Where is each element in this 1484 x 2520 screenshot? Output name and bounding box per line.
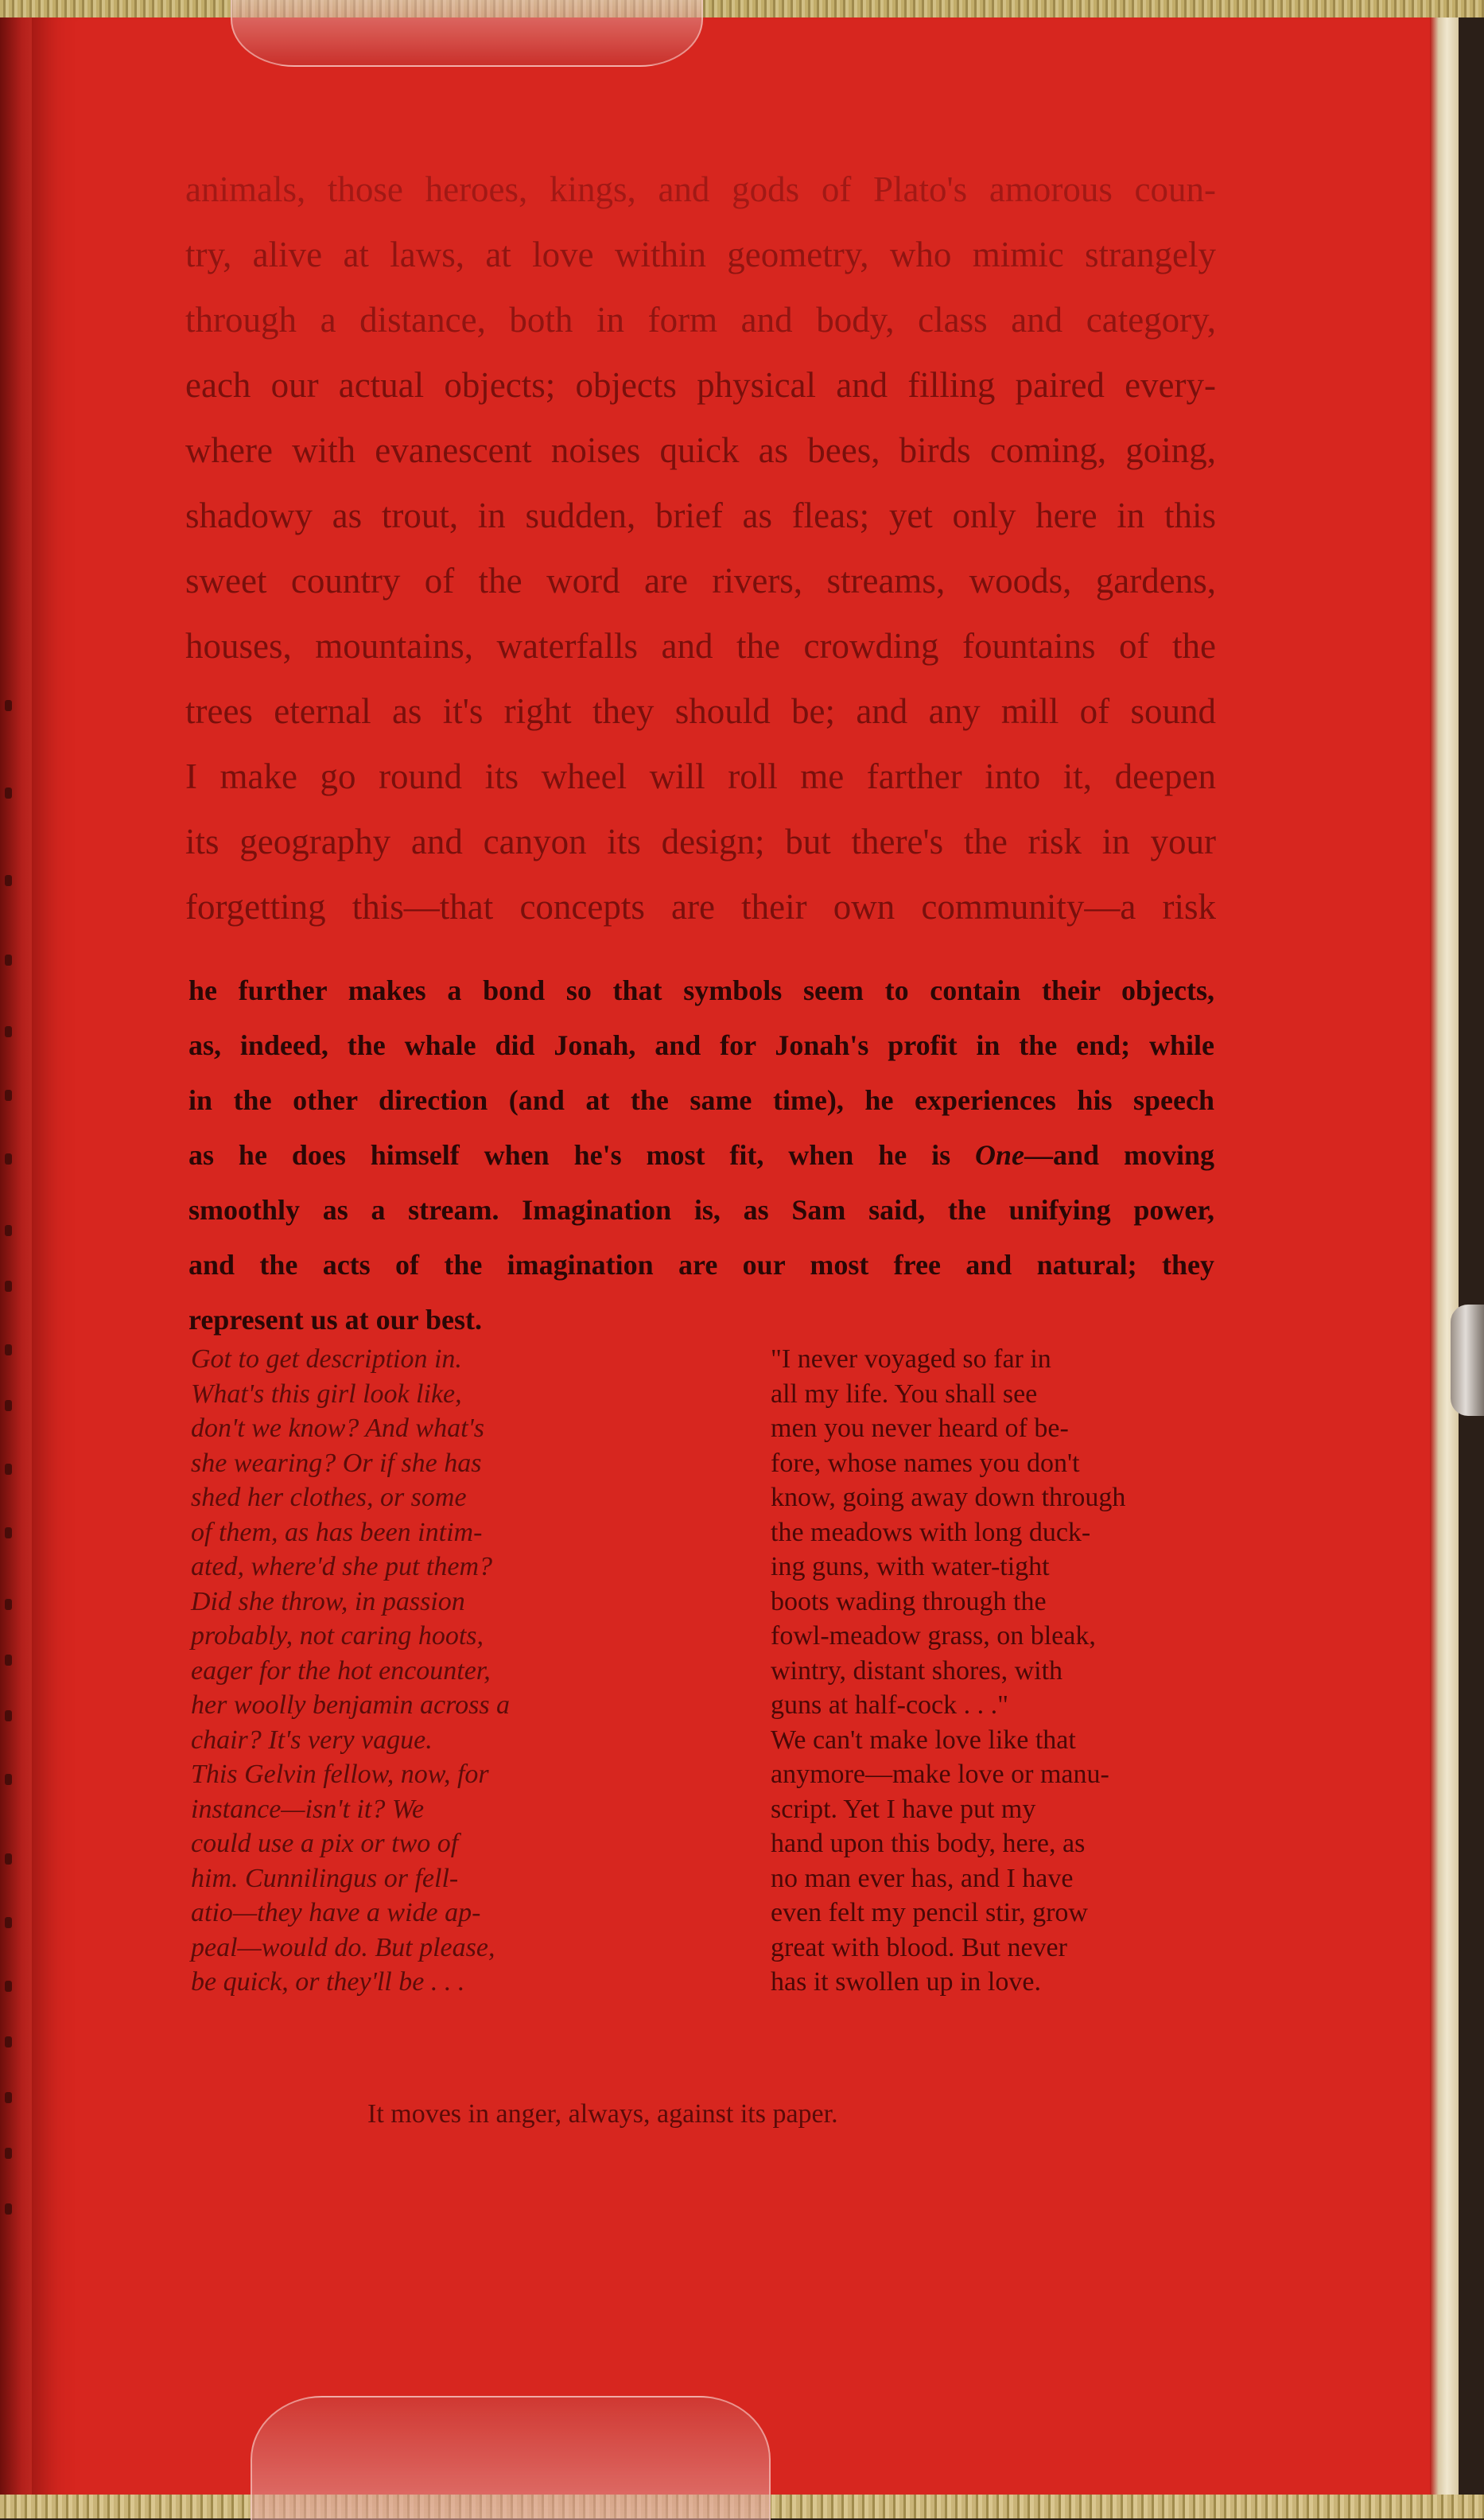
gutter-mark [5, 955, 12, 966]
column-line: shed her clothes, or some [191, 1483, 467, 1512]
gutter-mark [5, 700, 12, 711]
text-line: smoothly as a stream. Imagination is, as Sam said, the unifying power, [188, 1194, 1214, 1226]
column-line: eager for the hot encounter, [191, 1655, 491, 1686]
text-line: animals, those heroes, kings, and gods of Plato's amorous coun- [185, 169, 1216, 209]
gutter-mark [5, 2148, 12, 2159]
column-line: probably, not caring hoots, [191, 1621, 484, 1651]
text-line: through a distance, both in form and body, class and category, [185, 300, 1216, 340]
column-line: she wearing? Or if she has [191, 1448, 482, 1478]
column-line: him. Cunnilingus or fell- [191, 1863, 459, 1893]
gutter-mark [5, 1225, 12, 1236]
column-line: has it swollen up in love. [771, 1967, 1041, 1997]
gutter-mark [5, 1853, 12, 1865]
text-line: its geography and canyon its design; but there's the risk in your [185, 822, 1216, 861]
gutter-mark [5, 1464, 12, 1475]
text-line: trees eternal as it's right they should be; and any mill of sound [185, 691, 1216, 731]
gutter-mark [5, 1981, 12, 1992]
column-line: This Gelvin fellow, now, for [191, 1760, 489, 1789]
gutter-mark [5, 1400, 12, 1411]
column-line: of them, as has been intim- [191, 1517, 483, 1547]
top-binding-edge [0, 0, 1484, 18]
gutter-mark [5, 788, 12, 799]
text-line [188, 1128, 1214, 1183]
column-line: instance—isn't it? We [191, 1794, 425, 1824]
text-line: shadowy as trout, in sudden, brief as fleas; yet only here in this [185, 496, 1216, 535]
column-line: ing guns, with water-tight [771, 1552, 1050, 1581]
column-line: her woolly benjamin across a [191, 1690, 511, 1720]
bottom-page-clip [251, 2396, 771, 2520]
text-line: as, indeed, the whale did Jonah, and for Jonah's profit in the end; while [188, 1029, 1214, 1061]
column-line: boots wading through the [771, 1586, 1047, 1616]
column-line: Did she throw, in passion [191, 1586, 465, 1616]
gutter-mark [5, 1917, 12, 1928]
column-line: men you never heard of be- [771, 1414, 1069, 1443]
gutter-mark [5, 1710, 12, 1721]
column-line: wintry, distant shores, with [771, 1655, 1063, 1686]
gutter-mark [5, 875, 12, 886]
bold-paragraph [188, 963, 1214, 1348]
column-line: chair? It's very vague. [191, 1725, 433, 1755]
gutter-mark [5, 1344, 12, 1355]
column-line: know, going away down through [771, 1483, 1126, 1512]
gutter-mark [5, 1026, 12, 1037]
gutter-mark [5, 1281, 12, 1292]
top-page-clip [231, 0, 703, 67]
column-line: peal—would do. But please, [191, 1932, 495, 1962]
gutter-mark [5, 2036, 12, 2048]
column-line: Got to get description in. [191, 1344, 462, 1374]
page-edge [1430, 0, 1459, 2518]
column-line: the meadows with long duck- [771, 1517, 1091, 1547]
column-line: "I never voyaged so far in [771, 1344, 1051, 1374]
text-line: in the other direction (and at the same time), he experiences his speech [188, 1084, 1214, 1116]
text-line: where with evanescent noises quick as bees, birds coming, going, [185, 430, 1216, 470]
column-line: great with blood. But never [771, 1932, 1067, 1962]
gutter-mark [5, 1527, 12, 1538]
left-italic-column [191, 1342, 636, 2000]
gutter-mark [5, 1090, 12, 1101]
text-line: I make go round its wheel will roll me farther into it, deepen [185, 756, 1216, 796]
column-line: even felt my pencil stir, grow [771, 1898, 1088, 1927]
column-line: anymore—make love or manu- [771, 1760, 1109, 1789]
text-line: each our actual objects; objects physical and filling paired every- [185, 365, 1216, 405]
emphasis-one: One [975, 1139, 1025, 1171]
column-line: atio—they have a wide ap- [191, 1898, 481, 1927]
column-line: fore, whose names you don't [771, 1448, 1080, 1478]
text-line: forgetting this—that concepts are their own community—a risk [185, 887, 1216, 927]
column-line: fowl-meadow grass, on bleak, [771, 1621, 1096, 1651]
gutter-mark [5, 1153, 12, 1165]
column-line: ated, where'd she put them? [191, 1552, 492, 1581]
gutter-mark [5, 1655, 12, 1666]
column-line: We can't make love like that [771, 1725, 1076, 1755]
column-line: don't we know? And what's [191, 1414, 485, 1443]
column-line: be quick, or they'll be . . . [191, 1967, 465, 1997]
gutter-mark [5, 1599, 12, 1610]
column-line: could use a pix or two of [191, 1829, 459, 1858]
column-line: no man ever has, and I have [771, 1863, 1074, 1893]
gutter-mark [5, 2203, 12, 2215]
column-line: guns at half-cock . . ." [771, 1690, 1009, 1720]
text-segment: —and moving [1024, 1139, 1214, 1171]
closing-line: It moves in anger, always, against its paper. [367, 2099, 838, 2129]
right-page-clip [1451, 1305, 1484, 1416]
right-quote-column [771, 1342, 1232, 2000]
text-line: and the acts of the imagination are our most free and natural; they [188, 1249, 1214, 1281]
column-line: hand upon this body, here, as [771, 1829, 1086, 1858]
text-segment: as he does himself when he's most fit, when he is [188, 1139, 976, 1171]
faint-paragraph [185, 157, 1216, 939]
text-line: sweet country of the word are rivers, streams, woods, gardens, [185, 561, 1216, 601]
gutter-mark [5, 2092, 12, 2103]
column-line: script. Yet I have put my [771, 1794, 1036, 1824]
text-line: try, alive at laws, at love within geometry, who mimic strangely [185, 235, 1216, 274]
text-line: houses, mountains, waterfalls and the crowding fountains of the [185, 626, 1216, 666]
column-line: What's this girl look like, [191, 1379, 462, 1409]
gutter-mark [5, 1774, 12, 1785]
text-line: he further makes a bond so that symbols seem to contain their objects, [188, 974, 1214, 1006]
column-line: all my life. You shall see [771, 1379, 1038, 1409]
text-line: represent us at our best. [188, 1304, 482, 1336]
